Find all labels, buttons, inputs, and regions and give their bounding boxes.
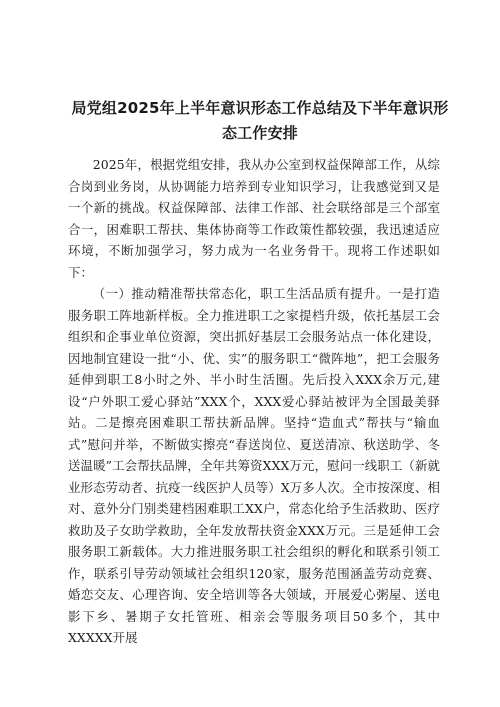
document-title: 局党组2025年上半年意识形态工作总结及下半年意识形态工作安排 <box>71 99 449 142</box>
paragraph-intro: 2025年，根据党组安排，我从办公室到权益保障部工作，从综合岗到业务岗，从协调能力培养到专业知识学习，让我感觉到又是一个新的挑战。权益保障部、法律工作部、社会联络部是三个部室合一，困难职工帮扶、集体协商等工作政策性都较强，我迅速适应环境，不断加强学习，努力成为一名业务骨干。现将工作述职如下： <box>68 157 440 280</box>
document-body <box>68 154 440 649</box>
paragraph-section-1: （一）推动精准帮扶常态化，职工生活品质有提升。一是打造服务职工阵地新样板。全力推进职工之家提档升级，依托基层工会组织和企事业单位资源，突出抓好基层工会服务站点一体化建设，因地制宜建设一批“小、优、实”的服务职工“微阵地”，把工会服务延伸到职工8小时之外、半小时生活圈。先后投入XXX余万元,建设“户外职工爱心驿站”XXX个，XXX爱心驿站被评为全国最美驿站。二是擦亮困难职工帮扶新品牌。坚持“造血式”帮扶与“输血式”慰问并举，不断做实擦亮“春送岗位、夏送清凉、秋送助学、冬送温暖”工会帮扶品牌，全年共筹资XXX万元，慰问一线职工（新就业形态劳动者、抗疫一线医护人员等）X万多人次。全市按深度、相对、意外分门别类建档困难职工XX户，常态化给予生活救助、医疗救助及子女助学救助，全年发放帮扶资金XXX万元。三是延伸工会服务职工新载体。大力推进服务职工社会组织的孵化和联系引领工作，联系引导劳动领域社会组织120家，服务范围涵盖劳动竞赛、婚恋交友、心理咨询、安全培训等各大领域，开展爱心粥屋、送电影下乡、暑期子女托管班、相亲会等服务项目50多个，其中XXXXX开展 <box>68 286 440 645</box>
